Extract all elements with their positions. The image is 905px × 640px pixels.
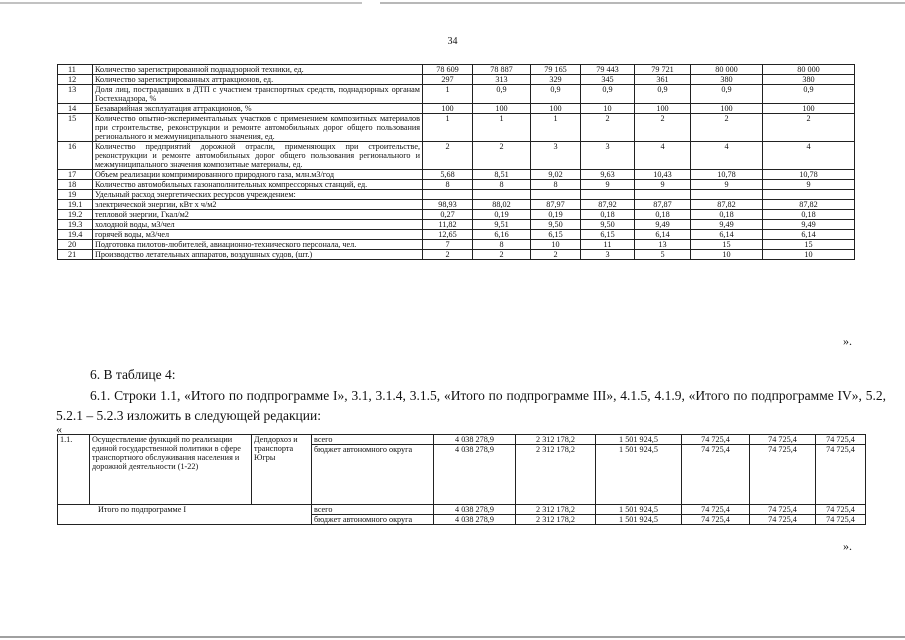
value-cell: 1 (473, 114, 531, 142)
value-cell: 10 (531, 240, 581, 250)
value-cell: 297 (423, 75, 473, 85)
value-cell: 380 (691, 75, 763, 85)
row-number: 20 (58, 240, 93, 250)
value-cell: 6,14 (635, 230, 691, 240)
indicator-description: холодной воды, м3/чел (93, 220, 423, 230)
value-cell: 9,50 (531, 220, 581, 230)
source-label: всего (312, 505, 434, 515)
section-heading: 6. В таблице 4: (90, 367, 176, 382)
row-number: 21 (58, 250, 93, 260)
value-cell: 313 (473, 75, 531, 85)
table-row (58, 85, 855, 104)
opening-quote: « (56, 422, 62, 436)
value-cell: 100 (531, 104, 581, 114)
value-cell (581, 190, 635, 200)
amount-cell: 74 725,4 (750, 505, 816, 515)
amount-cell: 2 312 178,2 (516, 435, 596, 445)
subtotal-label: Итого по подпрограмме I (58, 505, 312, 525)
value-cell: 9,02 (531, 170, 581, 180)
value-cell: 6,14 (691, 230, 763, 240)
table-row (58, 170, 855, 180)
value-cell: 78 887 (473, 65, 531, 75)
value-cell: 345 (581, 75, 635, 85)
indicator-description: Количество автомобильных газонаполнительных компрессорных станций, ед. (93, 180, 423, 190)
value-cell: 10 (581, 104, 635, 114)
amount-cell: 74 725,4 (682, 515, 750, 525)
indicator-description: Количество зарегистрированных аттракционов, ед. (93, 75, 423, 85)
value-cell: 10 (763, 250, 855, 260)
indicator-description: Доля лиц, пострадавших в ДТП с участием транспортных средств, поднадзорных органам Гостехнадзора, % (93, 85, 423, 104)
finance-table (57, 434, 866, 525)
amount-cell: 74 725,4 (682, 435, 750, 445)
value-cell (763, 190, 855, 200)
value-cell: 0,9 (635, 85, 691, 104)
indicator-description: Производство летательных аппаратов, воздушных судов, (шт.) (93, 250, 423, 260)
amount-cell: 74 725,4 (750, 435, 816, 445)
value-cell: 8 (423, 180, 473, 190)
value-cell: 0,9 (691, 85, 763, 104)
value-cell: 1 (531, 114, 581, 142)
row-number: 1.1. (58, 435, 90, 505)
value-cell: 11 (581, 240, 635, 250)
amount-cell: 4 038 278,9 (434, 505, 516, 515)
value-cell: 10,78 (763, 170, 855, 180)
value-cell: 3 (581, 250, 635, 260)
table-row (58, 75, 855, 85)
row-number: 13 (58, 85, 93, 104)
value-cell: 9 (635, 180, 691, 190)
value-cell: 87,82 (763, 200, 855, 210)
value-cell: 1 (423, 85, 473, 104)
value-cell: 78 609 (423, 65, 473, 75)
amount-cell: 4 038 278,9 (434, 435, 516, 445)
page-number: 34 (447, 36, 458, 47)
indicator-description: Безаварийная эксплуатация аттракционов, % (93, 104, 423, 114)
value-cell: 13 (635, 240, 691, 250)
executor: Депдорхоз и транспорта Югры (252, 435, 312, 505)
value-cell: 0,9 (763, 85, 855, 104)
value-cell: 4 (763, 142, 855, 170)
value-cell: 8 (531, 180, 581, 190)
value-cell: 2 (473, 142, 531, 170)
value-cell: 8,51 (473, 170, 531, 180)
value-cell: 329 (531, 75, 581, 85)
value-cell: 0,18 (581, 210, 635, 220)
amount-cell: 74 725,4 (682, 505, 750, 515)
value-cell (423, 190, 473, 200)
scan-edge-top (0, 2, 905, 4)
value-cell: 9,49 (635, 220, 691, 230)
amount-cell: 1 501 924,5 (596, 505, 682, 515)
row-number: 19.1 (58, 200, 93, 210)
value-cell: 15 (763, 240, 855, 250)
indicator-description: горячей воды, м3/чел (93, 230, 423, 240)
row-number: 19 (58, 190, 93, 200)
value-cell: 87,82 (691, 200, 763, 210)
value-cell: 2 (531, 250, 581, 260)
value-cell: 5,68 (423, 170, 473, 180)
scan-edge-bottom (0, 636, 905, 638)
indicator-description: Подготовка пилотов-любителей, авиационно-технического персонала, чел. (93, 240, 423, 250)
value-cell: 2 (423, 142, 473, 170)
value-cell: 11,82 (423, 220, 473, 230)
value-cell: 100 (473, 104, 531, 114)
table-row (58, 210, 855, 220)
value-cell: 361 (635, 75, 691, 85)
value-cell: 87,92 (581, 200, 635, 210)
value-cell: 0,19 (531, 210, 581, 220)
amount-cell: 74 725,4 (750, 515, 816, 525)
measure-description: Осуществление функций по реализации единой государственной политики в сфере транспортного обслуживания населения и дорожной деятельности (1-22) (90, 435, 252, 505)
amount-cell: 74 725,4 (682, 445, 750, 505)
amount-cell: 74 725,4 (816, 505, 866, 515)
value-cell: 2 (763, 114, 855, 142)
amount-cell: 1 501 924,5 (596, 435, 682, 445)
value-cell: 380 (763, 75, 855, 85)
value-cell: 79 721 (635, 65, 691, 75)
value-cell: 7 (423, 240, 473, 250)
value-cell: 80 000 (691, 65, 763, 75)
value-cell: 6,15 (531, 230, 581, 240)
value-cell: 10,78 (691, 170, 763, 180)
value-cell (473, 190, 531, 200)
value-cell: 0,9 (531, 85, 581, 104)
value-cell: 88,02 (473, 200, 531, 210)
value-cell: 5 (635, 250, 691, 260)
amount-cell: 74 725,4 (816, 445, 866, 505)
source-label: бюджет автономного округа (312, 515, 434, 525)
closing-quote: ». (843, 539, 852, 553)
value-cell: 12,65 (423, 230, 473, 240)
value-cell (691, 190, 763, 200)
amendment-paragraph: 6.1. Строки 1.1, «Итого по подпрограмме I», 3.1, 3.1.4, 3.1.5, «Итого по подпрограмме III», 4.1.5, 4.1.9, «Итого по подпрограмме IV», 5.2, 5.2.1 – 5.2.3 изложить в следующей редакции: (56, 388, 886, 423)
value-cell: 79 165 (531, 65, 581, 75)
closing-quote: ». (843, 334, 852, 348)
row-number: 17 (58, 170, 93, 180)
amount-cell: 2 312 178,2 (516, 445, 596, 505)
value-cell: 0,18 (691, 210, 763, 220)
value-cell: 87,97 (531, 200, 581, 210)
value-cell: 2 (691, 114, 763, 142)
value-cell: 15 (691, 240, 763, 250)
table-row (58, 435, 866, 445)
indicator-description: Объем реализации компримированного природного газа, млн.м3/год (93, 170, 423, 180)
value-cell: 0,19 (473, 210, 531, 220)
value-cell: 10,43 (635, 170, 691, 180)
value-cell: 4 (691, 142, 763, 170)
indicator-description: электрической энергии, кВт х ч/м2 (93, 200, 423, 210)
value-cell: 98,93 (423, 200, 473, 210)
source-label: всего (312, 435, 434, 445)
value-cell: 2 (473, 250, 531, 260)
table-row (58, 180, 855, 190)
value-cell: 80 000 (763, 65, 855, 75)
value-cell: 87,87 (635, 200, 691, 210)
value-cell: 100 (691, 104, 763, 114)
table-row (58, 104, 855, 114)
value-cell: 100 (635, 104, 691, 114)
row-number: 19.4 (58, 230, 93, 240)
amount-cell: 4 038 278,9 (434, 515, 516, 525)
amount-cell: 74 725,4 (816, 515, 866, 525)
row-number: 19.3 (58, 220, 93, 230)
row-number: 11 (58, 65, 93, 75)
value-cell: 4 (635, 142, 691, 170)
value-cell: 6,16 (473, 230, 531, 240)
value-cell (531, 190, 581, 200)
row-number: 19.2 (58, 210, 93, 220)
value-cell: 2 (581, 114, 635, 142)
source-label: бюджет автономного округа (312, 445, 434, 505)
value-cell: 9 (581, 180, 635, 190)
amount-cell: 2 312 178,2 (516, 505, 596, 515)
value-cell: 2 (423, 250, 473, 260)
value-cell: 6,15 (581, 230, 635, 240)
table-row (58, 230, 855, 240)
amount-cell: 1 501 924,5 (596, 445, 682, 505)
value-cell: 0,18 (763, 210, 855, 220)
value-cell: 0,18 (635, 210, 691, 220)
value-cell: 2 (635, 114, 691, 142)
value-cell: 3 (531, 142, 581, 170)
value-cell (635, 190, 691, 200)
value-cell: 100 (423, 104, 473, 114)
table-row (58, 142, 855, 170)
table-row (58, 240, 855, 250)
value-cell: 1 (423, 114, 473, 142)
value-cell: 9,50 (581, 220, 635, 230)
amount-cell: 2 312 178,2 (516, 515, 596, 525)
row-number: 16 (58, 142, 93, 170)
row-number: 12 (58, 75, 93, 85)
table-row (58, 505, 866, 515)
amount-cell: 74 725,4 (816, 435, 866, 445)
table-row (58, 65, 855, 75)
amount-cell: 1 501 924,5 (596, 515, 682, 525)
value-cell: 79 443 (581, 65, 635, 75)
indicator-description: Удельный расход энергетических ресурсов учреждением: (93, 190, 423, 200)
indicator-description: Количество предприятий дорожной отрасли, применяющих при строительстве, реконструкции и ремонте автомобильных дорог общего пользования регионального и межмуниципального значения композитные материалы, ед. (93, 142, 423, 170)
row-number: 18 (58, 180, 93, 190)
value-cell: 8 (473, 240, 531, 250)
value-cell: 9,49 (763, 220, 855, 230)
indicators-table (57, 64, 855, 260)
value-cell: 0,9 (473, 85, 531, 104)
value-cell: 3 (581, 142, 635, 170)
indicator-description: Количество зарегистрированной поднадзорной техники, ед. (93, 65, 423, 75)
amount-cell: 4 038 278,9 (434, 445, 516, 505)
table-row (58, 250, 855, 260)
value-cell: 100 (763, 104, 855, 114)
row-number: 15 (58, 114, 93, 142)
value-cell: 0,27 (423, 210, 473, 220)
table-row (58, 190, 855, 200)
value-cell: 10 (691, 250, 763, 260)
value-cell: 9,49 (691, 220, 763, 230)
value-cell: 9,63 (581, 170, 635, 180)
row-number: 14 (58, 104, 93, 114)
table-row (58, 200, 855, 210)
value-cell: 9 (763, 180, 855, 190)
value-cell: 6,14 (763, 230, 855, 240)
value-cell: 9,51 (473, 220, 531, 230)
amount-cell: 74 725,4 (750, 445, 816, 505)
value-cell: 0,9 (581, 85, 635, 104)
value-cell: 9 (691, 180, 763, 190)
indicator-description: Количество опытно-экспериментальных участков с применением композитных материалов при строительстве, реконструкции и ремонте автомобильных дорог общего пользования регионального и межмуниципального значения, ед. (93, 114, 423, 142)
table-row (58, 114, 855, 142)
indicator-description: тепловой энергии, Гкал/м2 (93, 210, 423, 220)
value-cell: 8 (473, 180, 531, 190)
table-row (58, 220, 855, 230)
